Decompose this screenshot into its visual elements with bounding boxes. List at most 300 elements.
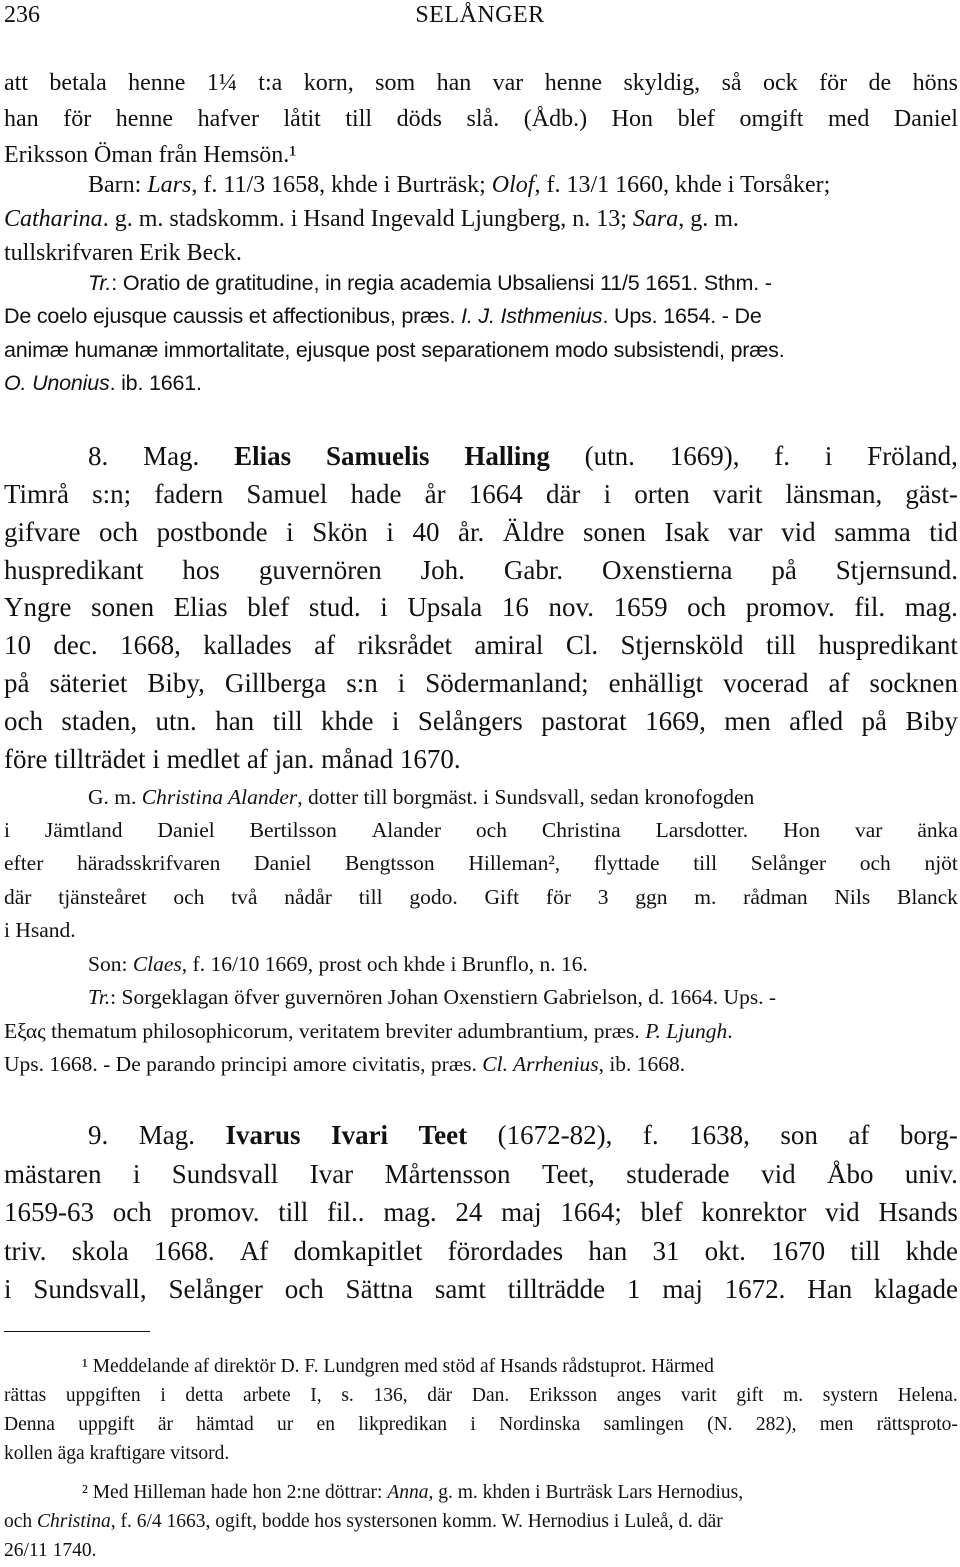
- word: och: [859, 851, 891, 875]
- word: Yngre: [4, 592, 72, 622]
- text-line: [4, 555, 958, 586]
- word: socknen: [869, 668, 958, 698]
- word: Eriksson: [528, 1385, 598, 1406]
- word: en: [316, 1414, 335, 1435]
- italic-text: Sara: [632, 206, 679, 232]
- word: hade: [350, 479, 402, 509]
- text-line: [4, 1052, 958, 1077]
- text-run: , f. 11/3 1658, khde i Burträsk;: [191, 172, 492, 198]
- word: arbete: [242, 1385, 291, 1406]
- word: Nils: [834, 885, 871, 909]
- word: godo.: [409, 885, 458, 909]
- word: 1668,: [120, 630, 181, 660]
- word: 31: [652, 1236, 680, 1266]
- word: till: [272, 706, 303, 736]
- word: Gabr.: [503, 555, 564, 585]
- word: i: [132, 1159, 141, 1189]
- word: af: [314, 630, 336, 660]
- word: studerade: [626, 1159, 730, 1189]
- italic-text: Lars: [147, 172, 192, 198]
- word: f.: [774, 441, 791, 471]
- word: 1668.: [153, 1236, 215, 1266]
- word: Hon: [611, 106, 653, 132]
- text-line: [4, 142, 958, 169]
- word: 1664;: [560, 1197, 622, 1227]
- word: likpredikan: [358, 1414, 448, 1435]
- word: Daniel: [893, 106, 958, 132]
- word: gift: [736, 1385, 764, 1406]
- word: Bertilsson: [249, 818, 337, 842]
- word: i: [4, 1274, 12, 1304]
- word: Selånger: [750, 851, 827, 875]
- word: Joh.: [420, 555, 465, 585]
- italic-text: Tr.: [88, 271, 112, 295]
- word: af: [828, 668, 850, 698]
- text-line: [4, 885, 958, 910]
- word: att: [4, 70, 28, 96]
- word: döds: [396, 106, 442, 132]
- word: och: [284, 1274, 324, 1304]
- footnote-separator: [4, 1331, 150, 1332]
- word: utn.: [155, 706, 197, 736]
- word: borg-: [899, 1120, 958, 1150]
- word: Sundsvall: [171, 1159, 279, 1189]
- text-run: före tillträdet i medlet af jan. månad 1670.: [4, 744, 461, 774]
- word: till: [850, 1236, 881, 1266]
- text-line: [4, 1159, 958, 1190]
- text-line: [4, 479, 958, 510]
- word: på: [771, 555, 797, 585]
- word: sonen: [91, 592, 155, 622]
- word: till: [345, 106, 373, 132]
- word: t:a: [258, 70, 283, 96]
- word: i: [386, 517, 394, 547]
- word: ock: [763, 70, 798, 96]
- word: afled: [789, 706, 844, 736]
- word: s:n: [346, 668, 378, 698]
- word: rådman: [743, 885, 808, 909]
- word: Oxenstierna: [601, 555, 733, 585]
- word: flyttade: [593, 851, 660, 875]
- word: Skön: [312, 517, 368, 547]
- word: uppgift: [78, 1414, 135, 1435]
- text-line: [4, 1197, 958, 1228]
- word: 1659: [613, 592, 668, 622]
- word: som: [375, 70, 416, 96]
- word: Selångers: [417, 706, 523, 736]
- word: betala: [49, 70, 107, 96]
- word: i: [380, 592, 388, 622]
- text-run: 26/11 1740.: [4, 1540, 97, 1561]
- italic-text: P. Ljungh: [645, 1019, 728, 1043]
- text-run: : Oratio de gratitudine, in regia academia Ubsaliensi 11/5 1651. Sthm. -: [111, 271, 772, 295]
- word: (N.: [707, 1414, 733, 1435]
- word: han: [215, 706, 255, 736]
- text-line: [4, 918, 958, 943]
- text-run: , f. 13/1 1660, khde i Torsåker;: [534, 172, 831, 198]
- italic-text: Catharina: [4, 206, 103, 232]
- word: där: [427, 1385, 453, 1406]
- word: huspredikant: [4, 555, 144, 585]
- word: Gillberga: [224, 668, 327, 698]
- word: anges: [616, 1385, 662, 1406]
- word: skyldig,: [623, 70, 701, 96]
- word: samlingen: [603, 1414, 684, 1435]
- word: Isak: [664, 517, 710, 547]
- word: förordades: [447, 1236, 564, 1266]
- text-run: , f. 6/4 1663, ogift, bodde hos systersonen komm. W. Hernodius i Luleå, d. där: [110, 1511, 723, 1532]
- word: vocerad: [723, 668, 809, 698]
- word: och: [173, 885, 205, 909]
- word: Biby,: [147, 668, 205, 698]
- word: länsman,: [785, 479, 883, 509]
- word: i: [4, 818, 10, 842]
- word: i: [397, 668, 406, 698]
- text-run: och: [4, 1511, 38, 1532]
- text-line: [4, 1019, 958, 1044]
- word: 1664: [468, 479, 523, 509]
- word: Ivar: [309, 1159, 354, 1189]
- word: Larsdotter.: [655, 818, 749, 842]
- word: Jämtland: [44, 818, 123, 842]
- word: gifvare: [4, 517, 81, 547]
- text-run: Son:: [88, 952, 133, 976]
- text-line: [82, 1356, 958, 1378]
- word: Mag.: [143, 441, 200, 471]
- word: Daniel: [254, 851, 312, 875]
- text-line: [4, 592, 958, 623]
- word: i: [286, 517, 294, 547]
- word: guvernören: [258, 555, 382, 585]
- word: Samuelis: [325, 441, 430, 471]
- word: uppgiften: [65, 1385, 141, 1406]
- word: Ivari: [331, 1120, 389, 1150]
- word: blef: [640, 1197, 683, 1227]
- word: 1670: [771, 1236, 826, 1266]
- word: s:n;: [92, 479, 132, 509]
- italic-text: Cl. Arrhenius: [482, 1052, 599, 1076]
- word: (Ådb.): [523, 106, 588, 132]
- word: 10: [4, 630, 31, 660]
- text-run: ² Med Hilleman hade hon 2:ne döttrar:: [82, 1482, 388, 1503]
- word: huspredikant: [818, 630, 958, 660]
- text-run: Barn:: [88, 172, 148, 198]
- word: Mag.: [138, 1120, 196, 1150]
- word: i: [470, 1414, 476, 1435]
- word: var: [492, 70, 524, 96]
- word: 282),: [755, 1414, 797, 1435]
- word: änka: [917, 818, 958, 842]
- word: men: [819, 1414, 854, 1435]
- text-run: , ib. 1668.: [598, 1052, 686, 1076]
- word: 1638,: [689, 1120, 750, 1150]
- word: låtit: [283, 106, 321, 132]
- word: Ivarus: [225, 1120, 301, 1150]
- italic-text: O. Unonius: [4, 371, 110, 395]
- word: samt: [434, 1274, 486, 1304]
- word: och: [4, 706, 43, 736]
- word: riksrådet: [357, 630, 452, 660]
- word: henne: [128, 70, 186, 96]
- text-line: [88, 271, 958, 296]
- word: Sundsvall,: [33, 1274, 147, 1304]
- word: höns: [912, 70, 958, 96]
- text-run: ¹ Meddelande af direktör D. F. Lundgren med stöd af Hsands rådstuprot. Härmed: [82, 1356, 714, 1377]
- word: fadern: [154, 479, 224, 509]
- text-line: [4, 240, 958, 267]
- word: Halling: [464, 441, 550, 471]
- word: nådår: [284, 885, 332, 909]
- word: Teet: [418, 1120, 468, 1150]
- word: Nordinska: [499, 1414, 581, 1435]
- text-line: [88, 1120, 958, 1151]
- text-line: [4, 818, 958, 843]
- word: på: [4, 668, 30, 698]
- word: Elias: [234, 441, 292, 471]
- word: där: [545, 479, 581, 509]
- word: 1672.: [724, 1274, 786, 1304]
- word: var: [855, 818, 883, 842]
- word: så: [721, 70, 742, 96]
- text-line: [4, 1540, 958, 1562]
- word: men: [724, 706, 771, 736]
- word: 1669),: [669, 441, 740, 471]
- text-line: [82, 1482, 958, 1504]
- word: detta: [185, 1385, 224, 1406]
- text-run: kollen äga kraftigare vitsord.: [4, 1443, 230, 1464]
- word: triv.: [4, 1236, 47, 1266]
- word: med: [828, 106, 870, 132]
- word: Denna: [4, 1414, 55, 1435]
- word: för: [545, 885, 571, 909]
- word: efter: [4, 851, 44, 875]
- word: systern: [822, 1385, 879, 1406]
- word: m.: [694, 885, 717, 909]
- word: tillträdde: [507, 1274, 606, 1304]
- word: Samuel: [246, 479, 328, 509]
- italic-text: Christina: [37, 1511, 111, 1532]
- text-run: G. m.: [88, 785, 142, 809]
- text-run: . Ups. 1654. - De: [602, 304, 762, 328]
- word: univ.: [904, 1159, 958, 1189]
- word: i: [160, 1385, 166, 1406]
- word: ur: [277, 1414, 294, 1435]
- word: Cl.: [565, 630, 599, 660]
- word: till: [358, 885, 383, 909]
- word: fil.: [854, 592, 886, 622]
- word: klagade: [874, 1274, 958, 1304]
- word: år.: [458, 517, 485, 547]
- word: sonen: [582, 517, 646, 547]
- text-line: [88, 985, 958, 1010]
- word: säteriet: [49, 668, 128, 698]
- text-line: [4, 206, 958, 233]
- word: Gift: [484, 885, 520, 909]
- word: henne: [115, 106, 174, 132]
- word: Stjernsund.: [835, 555, 958, 585]
- word: maj: [501, 1197, 542, 1227]
- word: och: [99, 517, 139, 547]
- word: orten: [634, 479, 690, 509]
- word: gäst-: [905, 479, 958, 509]
- text-run: , f. 16/10 1669, prost och khde i Brunflo, n. 16.: [181, 952, 588, 976]
- word: två: [231, 885, 258, 909]
- word: (1672-82),: [497, 1120, 613, 1150]
- word: Dan.: [471, 1385, 510, 1406]
- text-line: [4, 304, 958, 329]
- word: Christina: [541, 818, 621, 842]
- word: och: [687, 592, 727, 622]
- word: njöt: [924, 851, 958, 875]
- text-run: , dotter till borgmäst. i Sundsvall, sedan kronofogden: [297, 785, 755, 809]
- word: postbonde: [156, 517, 268, 547]
- word: pastorat: [541, 706, 627, 736]
- word: år: [424, 479, 446, 509]
- text-run: .: [727, 1019, 733, 1043]
- word: Helena.: [897, 1385, 958, 1406]
- word: Daniel: [157, 818, 215, 842]
- text-line: [4, 338, 958, 363]
- word: kallades: [203, 630, 292, 660]
- word: han: [4, 106, 39, 132]
- text-line: [4, 371, 958, 396]
- word: där: [4, 885, 32, 909]
- word: Af: [239, 1236, 269, 1266]
- word: Äldre: [502, 517, 565, 547]
- word: khde: [905, 1236, 958, 1266]
- running-head: SELÅNGER: [415, 2, 545, 28]
- word: vid: [761, 1159, 796, 1189]
- word: 3: [597, 885, 609, 909]
- word: Sättna: [345, 1274, 414, 1304]
- word: fil..: [327, 1197, 365, 1227]
- word: Han: [807, 1274, 853, 1304]
- text-line: [4, 630, 958, 661]
- text-run: Eriksson Öman från Hemsön.¹: [4, 142, 297, 168]
- text-line: [88, 172, 958, 199]
- text-line: [88, 785, 958, 810]
- word: för: [819, 70, 848, 96]
- text-line: [4, 1511, 958, 1533]
- text-line: [4, 851, 958, 876]
- word: till: [693, 851, 718, 875]
- word: Hilleman²,: [468, 851, 561, 875]
- italic-text: Olof: [491, 172, 535, 198]
- word: är: [157, 1414, 173, 1435]
- word: tjänsteåret: [58, 885, 147, 909]
- word: 1669,: [645, 706, 706, 736]
- word: Elias: [173, 592, 228, 622]
- text-line: [4, 668, 958, 699]
- word: 8.: [88, 441, 109, 471]
- word: varit: [712, 479, 763, 509]
- word: hos: [182, 555, 220, 585]
- text-run: , g. m. khden i Burträsk Lars Hernodius,: [428, 1482, 744, 1503]
- word: för: [63, 106, 92, 132]
- page-number: 236: [4, 2, 40, 28]
- italic-text: Claes: [132, 952, 182, 976]
- word: enhälligt: [608, 668, 704, 698]
- word: mag.: [904, 592, 958, 622]
- word: vid: [825, 1197, 860, 1227]
- text-run: tullskrifvaren Erik Beck.: [4, 240, 242, 266]
- word: mag.: [383, 1197, 437, 1227]
- word: Hsands: [878, 1197, 958, 1227]
- word: rättas: [4, 1385, 47, 1406]
- word: i: [824, 441, 833, 471]
- text-run: : Sorgeklagan öfver guvernören Johan Oxenstiern Gabrielson, d. 1664. Ups. -: [110, 985, 777, 1009]
- word: Upsala: [407, 592, 483, 622]
- word: omgift: [739, 106, 804, 132]
- word: m.: [783, 1385, 804, 1406]
- text-run: De coelo ejusque caussis et affectionibus, præs.: [4, 304, 462, 328]
- text-run: animæ humanæ immortalitate, ejusque post separationem modo subsistendi, præs.: [4, 338, 785, 362]
- word: blef: [677, 106, 715, 132]
- word: f.: [642, 1120, 659, 1150]
- word: son: [780, 1120, 818, 1150]
- word: i: [603, 479, 612, 509]
- word: och: [112, 1197, 152, 1227]
- text-line: [4, 1236, 958, 1267]
- text-line: [4, 70, 958, 97]
- word: i: [391, 706, 400, 736]
- word: tid: [929, 517, 958, 547]
- word: slå.: [466, 106, 500, 132]
- word: (utn.: [584, 441, 635, 471]
- text-line: [4, 1443, 958, 1465]
- word: s.: [341, 1385, 354, 1406]
- word: 40: [412, 517, 440, 547]
- word: Södermanland;: [425, 668, 589, 698]
- word: ggn: [635, 885, 668, 909]
- italic-text: Tr.: [88, 985, 111, 1009]
- text-line: [4, 706, 958, 737]
- page-header: [4, 2, 956, 32]
- word: 136,: [373, 1385, 408, 1406]
- word: och: [475, 818, 507, 842]
- word: promov.: [170, 1197, 260, 1227]
- word: samma: [834, 517, 911, 547]
- word: till: [278, 1197, 309, 1227]
- word: Blanck: [897, 885, 958, 909]
- word: konrektor: [701, 1197, 807, 1227]
- word: Biby: [905, 706, 958, 736]
- word: vid: [781, 517, 816, 547]
- text-line: [88, 952, 958, 977]
- word: 24: [455, 1197, 483, 1227]
- word: på: [861, 706, 888, 736]
- word: Alander: [371, 818, 441, 842]
- word: de: [868, 70, 892, 96]
- word: hafver: [197, 106, 259, 132]
- word: varit: [680, 1385, 717, 1406]
- word: staden,: [61, 706, 138, 736]
- text-line: [4, 517, 958, 548]
- word: häradsskrifvaren: [77, 851, 221, 875]
- text-line: [4, 106, 958, 133]
- word: rättsproto-: [876, 1414, 958, 1435]
- word: nov.: [548, 592, 594, 622]
- text-run: Εξας thematum philosophicorum, veritatem breviter adumbrantium, præs.: [4, 1019, 646, 1043]
- word: till: [765, 630, 796, 660]
- word: Bengtsson: [345, 851, 435, 875]
- word: 1¼: [206, 70, 237, 96]
- text-run: i Hsand.: [4, 918, 76, 942]
- text-line: [4, 1385, 958, 1407]
- word: Åbo: [826, 1159, 874, 1189]
- text-run: . g. m. stadskomm. i Hsand Ingevald Ljungberg, n. 13;: [102, 206, 633, 232]
- word: blef: [247, 592, 290, 622]
